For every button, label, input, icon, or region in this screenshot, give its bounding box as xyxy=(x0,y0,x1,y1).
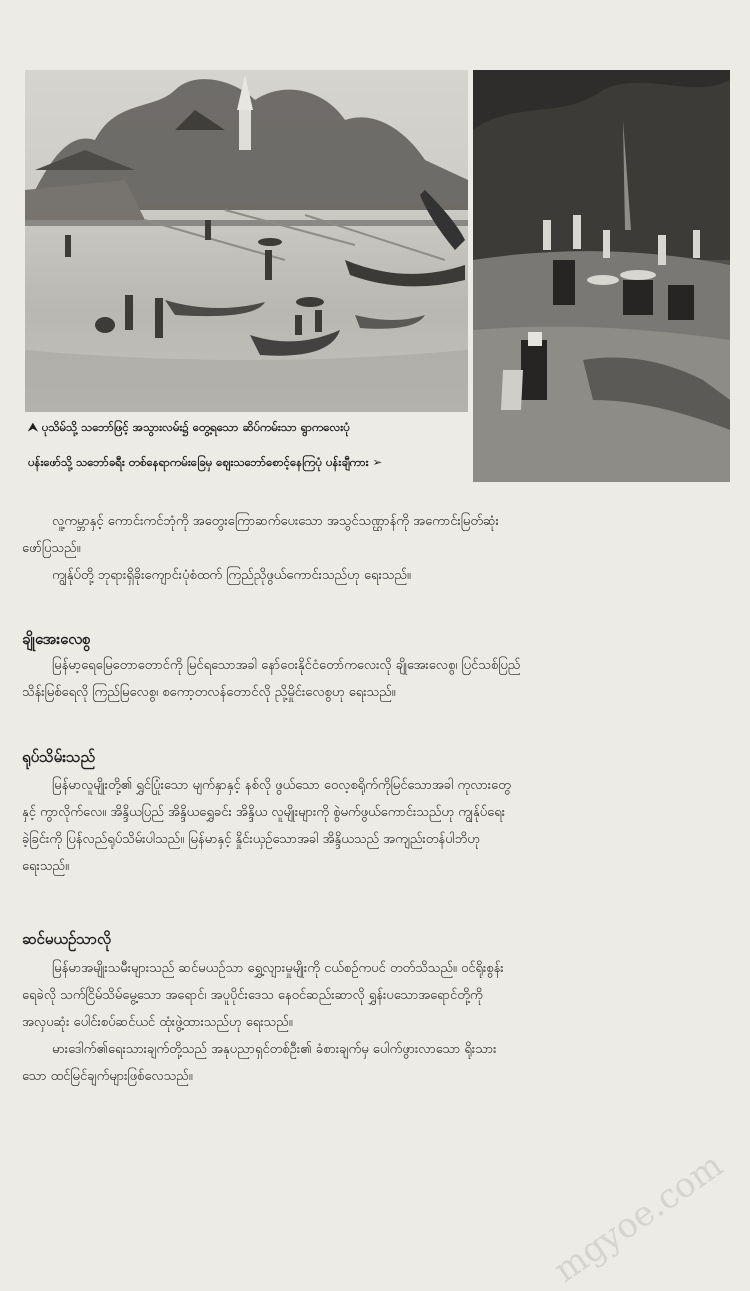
section-paragraph-sweet xyxy=(22,652,728,706)
text-line: မြန်မာလူမျိုးတို့၏ ရွှင်ပြုံးသော မျက်နှာနှင့် နစ်လို ဖွယ်သော ဝေလ့စရိုက်ကိုမြင်သောအခါ ကုလားတွေ xyxy=(52,778,511,793)
text-line: နှင့် ကွာလိုက်လေ။ အိန္ဒိယပြည် အိန္ဒိယရွှေခင်း အိန္ဒိယ လူမျိုးများကို စွဲမက်ဖွယ်ကောင်းသည်ဟု ကျွန်ုပ်ရေး xyxy=(22,805,505,820)
photo-caption-2: ပန်းဖော်သို့ သဘော်ခရီး တစ်နေရာကမ်းခြေမှ ဈေးသဘော်စောင့်နေကြပုံ ပန်းချီကား ➢ xyxy=(28,455,383,469)
text-line: သော ထင်မြင်ချက်များဖြစ်လေသည်။ xyxy=(22,1069,193,1084)
intro-paragraph xyxy=(22,508,728,589)
photo-caption-1: ⮝ ပုသိမ်သို့ သဘော်ဖြင့် အသွားလမ်း၌ တွေ့ရသော ဆိပ်ကမ်းသာ ရွာကလေးပုံ xyxy=(28,420,350,434)
text-line: လူ့ကမ္ဘာနှင့် ကောင်းကင်ဘုံကို အတွေးကြောဆက်ပေးသော အသွင်သဏ္ဌာန်ကို အကောင်းမြတ်ဆုံး xyxy=(52,514,499,529)
text-line: မြန်မာ့ရေမြေတောတောင်ကို မြင်ရသောအခါ နော်ဝေးနိုင်ငံတော်ကလေးလို ချိုအေးလေစွ၊ ပြင်သစ်ပြည် xyxy=(52,658,521,673)
text-line: သိန်းမြစ်ရေလို ကြည်မြလေစွ၊ စကော့တလန်တောင်လို ညို့မှိုင်းလေစွဟု ရေးသည်။ xyxy=(22,685,396,700)
text-line: မားဒေါက်၏ရေးသားချက်တို့သည် အနုပညာရှင်တစ်ဦး၏ ခံစားချက်မှ ပေါက်ဖွားလာသော ရိုးသား xyxy=(52,1042,497,1057)
text-line: ဖော်ပြသည်။ xyxy=(22,541,81,556)
section-heading-retract: ရုပ်သိမ်းသည် xyxy=(22,748,96,766)
text-line: ခဲ့ခြင်းကို ပြန်လည်ရုပ်သိမ်းပါသည်။ မြန်မာနှင့် နှိုင်းယှဉ်သောအခါ အိန္ဒိယသည် အကျည်းတန်ပါဘိဟု xyxy=(22,832,481,847)
site-watermark: mgyoe.com xyxy=(546,1145,730,1291)
text-line: အလှပဆုံး ပေါင်းစပ်ဆင်ယင် ထုံးဖွဲ့ထားသည်ဟု ရေးသည်။ xyxy=(22,1015,293,1030)
section-paragraph-retract xyxy=(22,772,728,880)
river-shore-painting xyxy=(473,70,730,482)
section-paragraph-elephant xyxy=(22,955,728,1090)
text-line: ရေခဲလို သက်ငြိမ်သိမ်မွေ့သော အရောင်၊ အပူပိုင်းဒေသ နေဝင်ဆည်းဆာလို ရွှန်းပသောအရောင်တို့ကို xyxy=(22,988,483,1003)
text-line: ကျွန်ုပ်တို့ ဘုရားရှိခိုးကျောင်းပုံစံထက် ကြည်ညိုဖွယ်ကောင်းသည်ဟု ရေးသည်။ xyxy=(52,568,411,583)
section-heading-sweet: ချိုအေးလေစွ xyxy=(22,630,91,648)
text-line: မြန်မာအမျိုးသမီးများသည် ဆင်မယဉ်သာ ရွှေ့လျားမှုမျိုးကို ငယ်စဉ်ကပင် တတ်သိသည်။ ဝင်ရိုးစွန်း xyxy=(52,961,504,976)
text-line: ရေးသည်။ xyxy=(22,859,69,874)
section-heading-elephant: ဆင်မယဉ်သာလို xyxy=(22,930,112,948)
riverside-village-sketch xyxy=(25,70,468,412)
